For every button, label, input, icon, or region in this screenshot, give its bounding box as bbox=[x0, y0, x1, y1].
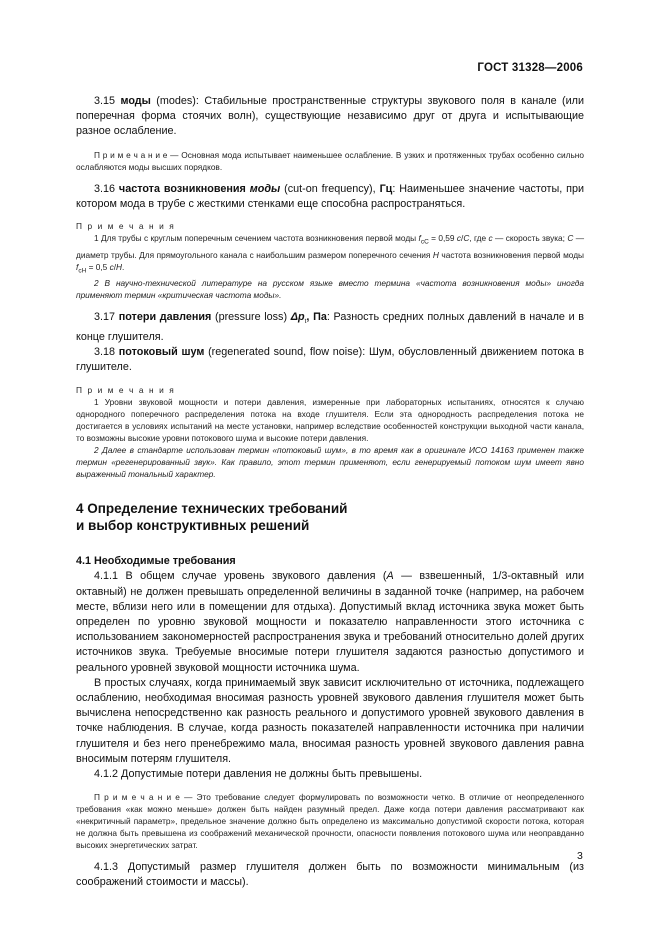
term-definition: : Наименьшее значение частоты, при котором мода в трубе с жесткими стенками еще способна распространяться. bbox=[76, 182, 584, 210]
term-definition: (regenerated sound, flow noise): Шум, обусловленный движением потока в глушителе. bbox=[76, 345, 584, 374]
document-header: ГОСТ 31328—2006 bbox=[477, 62, 583, 74]
term-name: потоковый шум bbox=[118, 345, 205, 358]
note-3-15 bbox=[76, 149, 584, 173]
term-3-16 bbox=[76, 182, 584, 212]
clause-4-1-2: 4.1.2 Допустимые потери давления не должны быть превышены. bbox=[94, 767, 423, 780]
term-symbol: Δp bbox=[290, 311, 305, 324]
notes-heading: П р и м е ч а н и я bbox=[76, 385, 176, 396]
term-symbol-sub: t bbox=[304, 318, 307, 326]
document-body bbox=[76, 94, 584, 891]
note-label: П р и м е ч а н и е — bbox=[94, 149, 179, 160]
note-3-16-2: 2 В научно-технической литературе на русском языке вместо термина «частота возникновения моды» иногда применяют термин «критическая частота моды». bbox=[76, 278, 584, 301]
clause-4-1-3: 4.1.3 Допустимый размер глушителя должен быть по возможности минимальным (из соображений стоимости и массы). bbox=[76, 861, 584, 889]
term-3-15 bbox=[76, 94, 584, 140]
note-text: Это требование следует формулировать по возможности четко. В отличие от неопределенного требования «как можно меньше» должен быть найден разумный предел. Даже когда потери давления рассматривают как «некритичный параметр», предельное значение должно быть определено из максимально допустимой скорости потока, которая не должна быть превышена из соображений механической прочности, опасности появления потокового шума или неоправданно высоких энергетических затрат. bbox=[76, 792, 585, 851]
term-definition: : Разность средних полных давлений в начале и в конце глушителя. bbox=[76, 311, 585, 343]
note-4-1-2 bbox=[76, 791, 584, 851]
notes-heading: П р и м е ч а н и я bbox=[76, 221, 176, 232]
clause-number: 3.15 bbox=[94, 95, 116, 107]
term-unit: Гц bbox=[379, 182, 393, 195]
term-definition: (modes): Стабильные пространственные структуры звукового поля в канале (или поперечная форма стоячих волн), существующие независимо друг от друга и испытывающие разное ослабление. bbox=[76, 95, 585, 138]
section-heading-line-2: и выбор конструктивных решений bbox=[76, 518, 310, 534]
clause-number: 3.18 bbox=[94, 345, 116, 358]
term-name: частота возникновения bbox=[118, 182, 250, 195]
section-heading bbox=[76, 500, 584, 534]
note-3-18-2: 2 Далее в стандарте использован термин «потоковый шум», в то время как в оригинале ИСО 14163 применен также термин «регенерированный звук». Как правило, этот термин применяют, если генерируемый потоком шум имеет явно выраженный тональный характер. bbox=[76, 445, 584, 480]
term-name-italic: моды bbox=[249, 182, 281, 195]
term-name: потери давления bbox=[118, 311, 212, 324]
note-text: Основная мода испытывает наименьшее ослабление. В узких и протяженных трубах особенно сильно ослабляются моды высших порядков. bbox=[76, 149, 584, 172]
note-3-18-1: 1 Уровни звуковой мощности и потери давления, измеренные при лабораторных испытаниях, относятся к случаю однородного поперечного распределения потока на входе глушителя. Если эта однородность распределения потока не достигается в условиях испытаний на месте установки, например вследствие особенностей конструкции выходной части канала, то возможны высокие уровни потокового шума и высокие потери давления. bbox=[76, 397, 584, 444]
term-english: (cut-on frequency), bbox=[280, 182, 380, 195]
clause-number: 3.16 bbox=[94, 182, 116, 195]
page-number: 3 bbox=[577, 850, 583, 862]
term-3-18 bbox=[76, 345, 584, 375]
subsection-heading: 4.1 Необходимые требования bbox=[76, 555, 236, 568]
term-3-17 bbox=[76, 310, 584, 345]
term-english: (pressure loss) bbox=[211, 311, 291, 324]
section-heading-line-1: 4 Определение технических требований bbox=[76, 501, 348, 517]
clause-4-1-1-cont: В простых случаях, когда принимаемый звук зависит исключительно от источника, подлежащего ослаблению, необходимая вносимая разность уровней звукового давления глушителя может быть вычислена непосредственно как разность реального и допустимого уровней звукового давления в точке наблюдения. В случае, когда разность показателей направленности источника при наличии глушителя и без него пренебрежимо мала, вносимая разность уровней звукового давления равна вносимым потерям глушителя. bbox=[76, 676, 584, 765]
term-unit: , Па bbox=[306, 311, 327, 324]
term-name: моды bbox=[120, 95, 151, 107]
note-label: П р и м е ч а н и е — bbox=[94, 792, 193, 803]
clause-number: 3.17 bbox=[94, 311, 116, 324]
note-3-16-1: 1 Для трубы с круглым поперечным сечением частота возникновения первой моды $f_{cC} = 0,59$ c/C, где c — скорость звука; C — диаметр трубы. Для прямоугольного канала с наибольшим размером поперечного сечения H частота возникновения первой моды $f_{cH} = 0,5$ c/H. bbox=[76, 233, 585, 275]
clause-4-1-1: 4.1.1 В общем случае уровень звукового давления (A — взвешенный, 1/3-октавный или октавный) не должен превышать определенной величины в заданной точке (например, на рабочем месте, вблизи него или в помещении для отдыха). Допустимый вклад источника звука может быть определен по уровню звуковой мощности и показателю направленности этого источника с использованием закономерностей распространения звука и требований относительно долей других источников звука. Требуемые вносимые потери глушителя задаются разностью допустимого и реального уровней звуковой мощности источника шума. bbox=[76, 570, 585, 674]
